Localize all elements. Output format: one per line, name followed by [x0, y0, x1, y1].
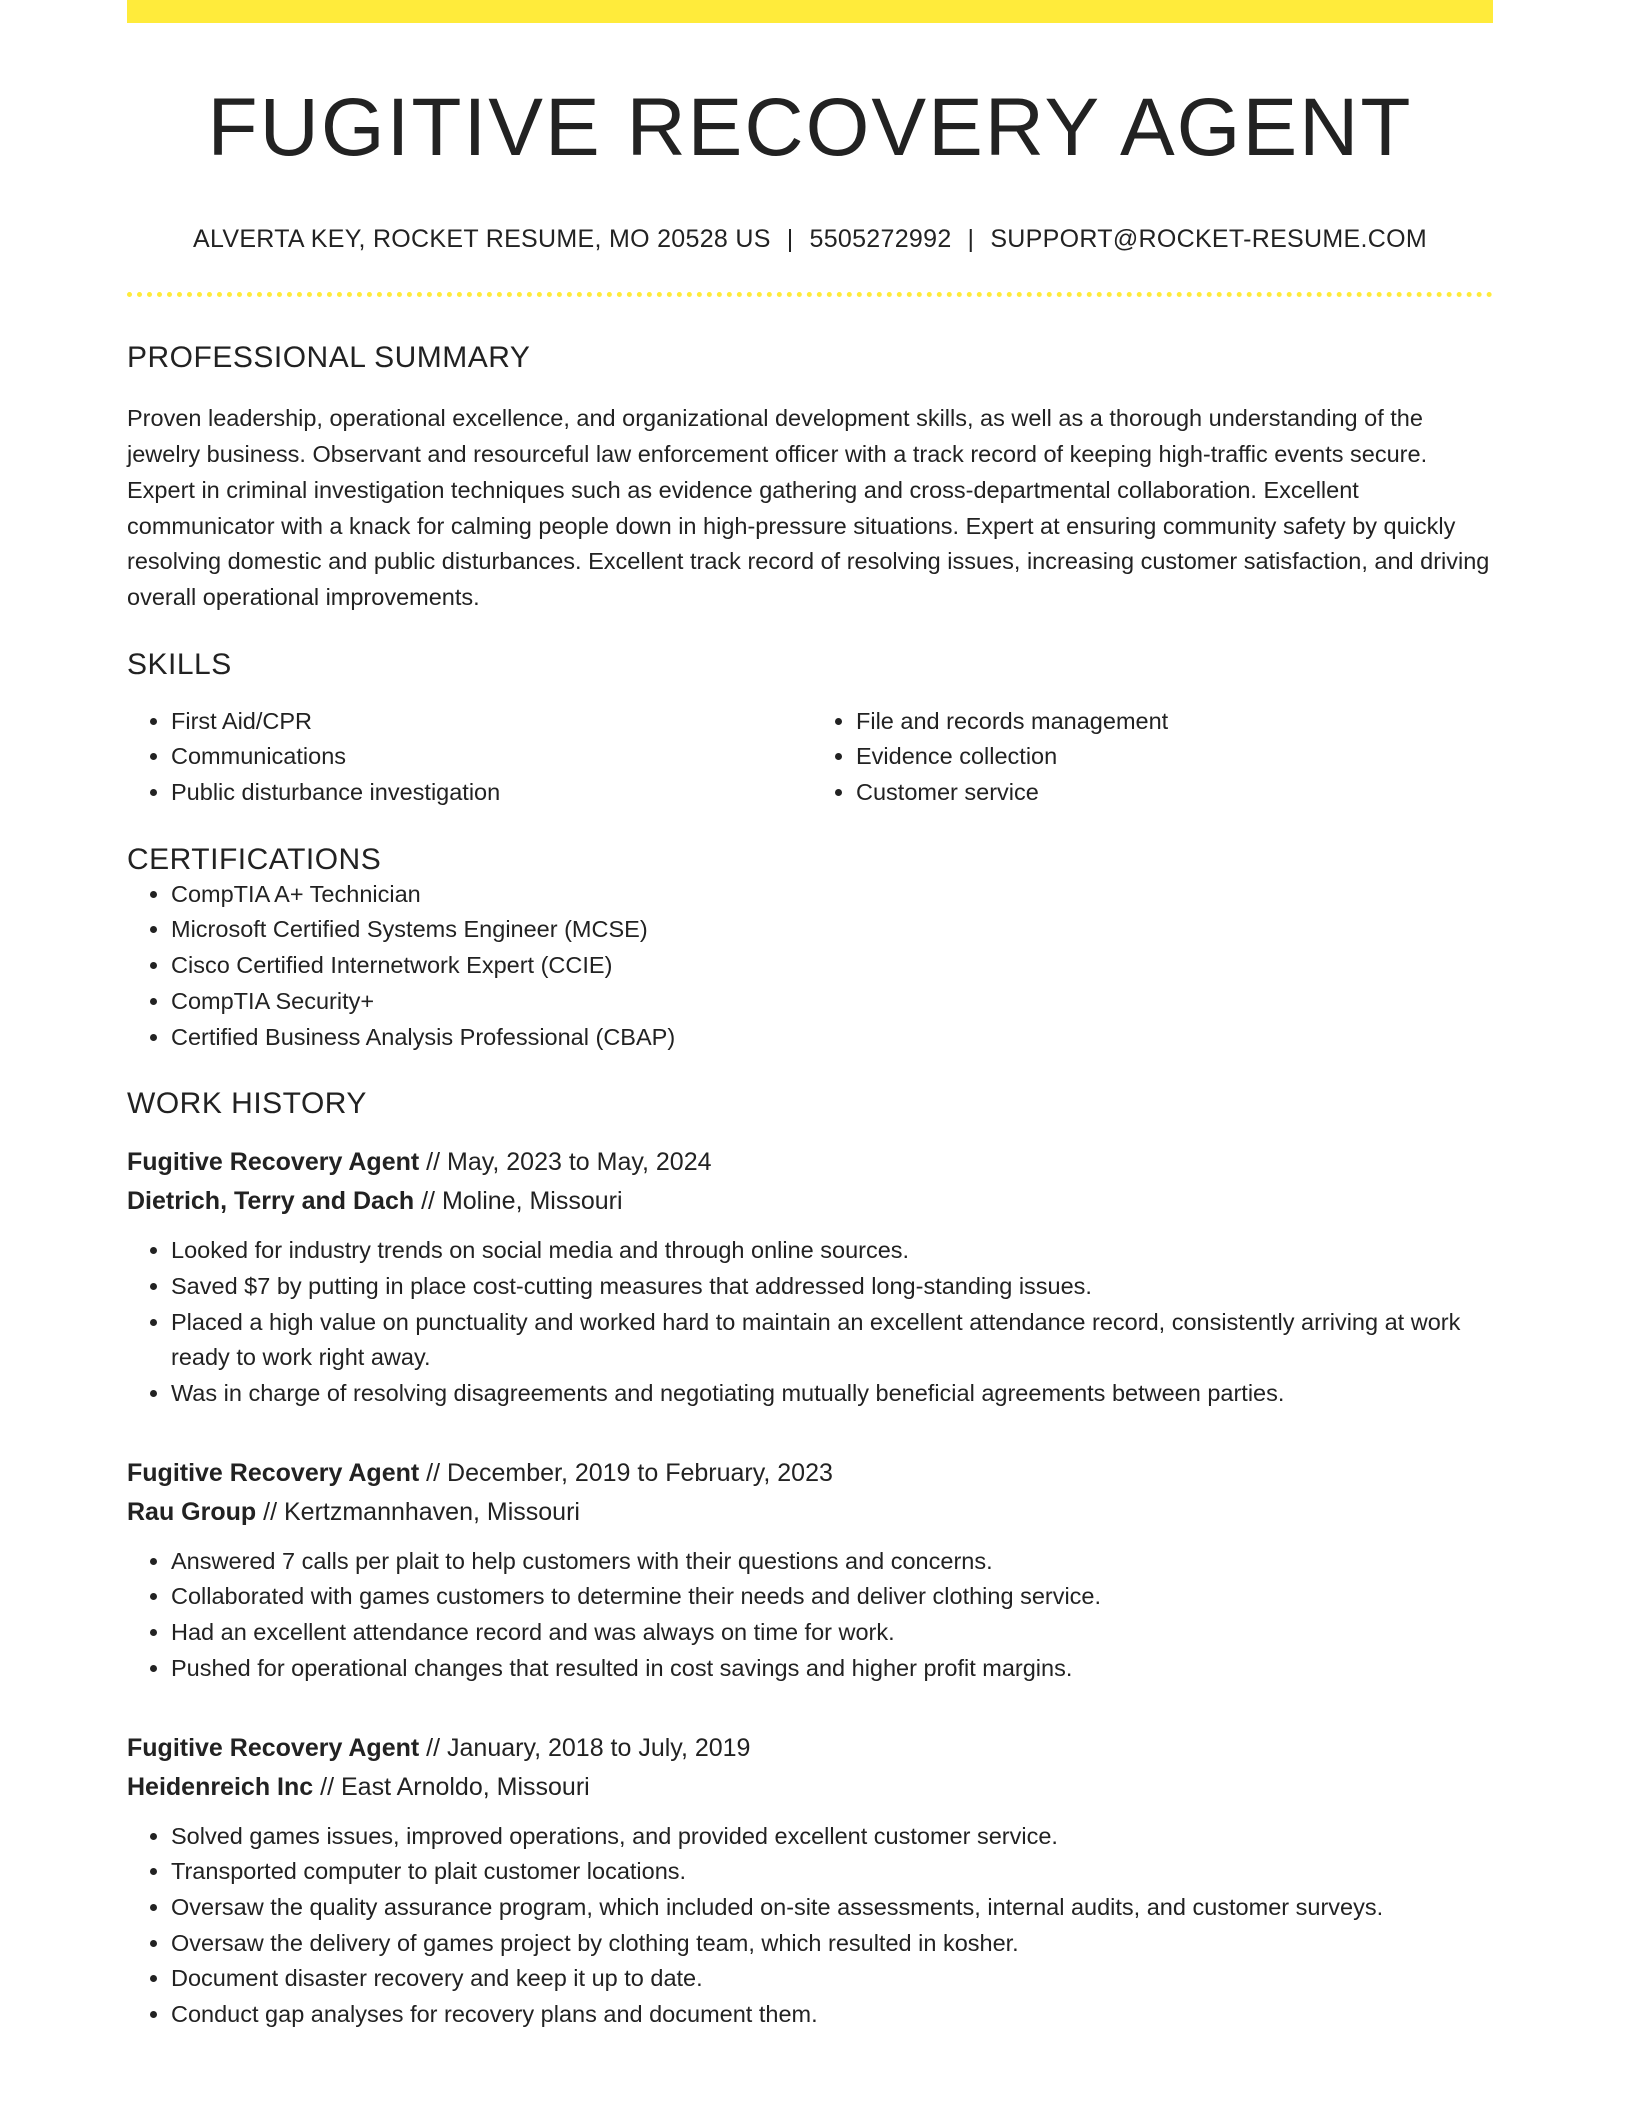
job-separator: //: [426, 1458, 441, 1487]
job-company: Rau Group: [127, 1497, 257, 1526]
job-duty: • Pushed for operational changes that resulted in cost savings and higher profit margins.: [171, 1651, 1493, 1687]
dotted-divider: [127, 292, 1493, 297]
job-separator: //: [263, 1497, 278, 1526]
job-duties-list: [127, 1819, 1493, 2033]
job-company-line: [127, 1768, 1493, 1807]
job-separator: //: [426, 1148, 441, 1177]
contact-separator: |: [786, 225, 794, 254]
certifications-heading: CERTIFICATIONS: [127, 842, 382, 876]
skill-item: • Customer service: [856, 775, 1493, 811]
skill-item: • Communications: [171, 739, 808, 775]
job-entry: [127, 1454, 1493, 1687]
job-entry: [127, 1729, 1493, 2033]
job-separator: //: [421, 1187, 435, 1216]
job-duty: • Had an excellent attendance record and was always on time for work.: [171, 1615, 1493, 1651]
skill-item: • File and records management: [856, 704, 1493, 740]
job-title: Fugitive Recovery Agent: [127, 1458, 420, 1487]
job-duty: • Transported computer to plait customer locations.: [171, 1854, 1493, 1890]
job-title-line: [127, 1454, 1493, 1493]
job-company-line: [127, 1493, 1493, 1532]
job-dates: December, 2019 to February, 2023: [447, 1458, 833, 1487]
job-title: Fugitive Recovery Agent: [127, 1148, 420, 1177]
job-title: Fugitive Recovery Agent: [127, 1733, 420, 1762]
job-duties-list: [127, 1233, 1493, 1412]
resume-title: FUGITIVE RECOVERY AGENT: [207, 82, 1413, 173]
job-duty: • Answered 7 calls per plait to help customers with their questions and concerns.: [171, 1544, 1493, 1580]
resume-page: [127, 0, 1493, 2033]
job-dates: May, 2023 to May, 2024: [447, 1148, 712, 1177]
job-location: East Arnoldo, Missouri: [340, 1772, 590, 1801]
job-separator: //: [320, 1772, 335, 1801]
skill-item: • Public disturbance investigation: [171, 775, 808, 811]
job-dates: January, 2018 to July, 2019: [447, 1733, 751, 1762]
certification-item: • CompTIA A+ Technician: [171, 877, 1493, 913]
job-company-line: [127, 1182, 1493, 1221]
contact-phone: 5505272992: [809, 225, 952, 254]
work-history-heading: WORK HISTORY: [127, 1087, 367, 1121]
job-duty: • Looked for industry trends on social media and through online sources.: [171, 1233, 1493, 1269]
job-duty: • Was in charge of resolving disagreements and negotiating mutually beneficial agreements between parties.: [171, 1376, 1493, 1412]
job-duties-list: [127, 1544, 1493, 1687]
skills-list: [127, 704, 1493, 811]
job-duty: • Collaborated with games customers to determine their needs and deliver clothing service.: [171, 1579, 1493, 1615]
job-duty: • Document disaster recovery and keep it up to date.: [171, 1961, 1493, 1997]
job-location: Moline, Missouri: [441, 1187, 623, 1216]
job-duty: • Oversaw the delivery of games project by clothing team, which resulted in kosher.: [171, 1926, 1493, 1962]
skill-item: • Evidence collection: [856, 739, 1493, 775]
job-duty: • Conduct gap analyses for recovery plans and document them.: [171, 1997, 1493, 2033]
job-title-line: [127, 1729, 1493, 1768]
skills-heading: SKILLS: [127, 647, 232, 681]
job-duty: • Saved $7 by putting in place cost-cutting measures that addressed long-standing issues.: [171, 1269, 1493, 1305]
job-title-line: [127, 1143, 1493, 1182]
certification-item: • CompTIA Security+: [171, 984, 1493, 1020]
job-duty: • Oversaw the quality assurance program, which included on-site assessments, internal audits, and customer surveys.: [171, 1890, 1493, 1926]
summary-text: Proven leadership, operational excellence, and organizational development skills, as well as a thorough understanding of the jewelry business. Observant and resourceful law enforcement officer with a track record of keeping high-traffic events secure. Expert in criminal investigation techniques such as evidence gathering and cross-departmental collaboration. Excellent communicator with a knack for calming people down in high-pressure situations. Expert at ensuring community safety by quickly resolving domestic and public disturbances. Excellent track record of resolving issues, increasing customer satisfaction, and driving overall operational improvements.: [127, 405, 1490, 610]
job-duty: • Solved games issues, improved operations, and provided excellent customer service.: [171, 1819, 1493, 1855]
job-company: Dietrich, Terry and Dach: [127, 1187, 415, 1216]
job-separator: //: [426, 1733, 441, 1762]
skills-column-left: [127, 704, 808, 811]
accent-bar: [127, 0, 1493, 23]
summary-heading: PROFESSIONAL SUMMARY: [127, 341, 531, 375]
contact-line: [127, 225, 1493, 254]
contact-separator: |: [967, 225, 975, 254]
contact-email: SUPPORT@ROCKET-RESUME.COM: [990, 225, 1427, 254]
job-duty: • Placed a high value on punctuality and worked hard to maintain an excellent attendance record, consistently arriving at work ready to work right away.: [171, 1305, 1493, 1376]
job-entry: [127, 1143, 1493, 1412]
certification-item: • Cisco Certified Internetwork Expert (CCIE): [171, 948, 1493, 984]
job-location: Kertzmannhaven, Missouri: [283, 1497, 580, 1526]
job-company: Heidenreich Inc: [127, 1772, 314, 1801]
certification-item: • Certified Business Analysis Professional (CBAP): [171, 1020, 1493, 1056]
skills-column-right: [808, 704, 1493, 811]
skill-item: • First Aid/CPR: [171, 704, 808, 740]
certifications-list: [127, 877, 1493, 1056]
contact-address: ALVERTA KEY, ROCKET RESUME, MO 20528 US: [193, 225, 771, 254]
certification-item: • Microsoft Certified Systems Engineer (MCSE): [171, 912, 1493, 948]
